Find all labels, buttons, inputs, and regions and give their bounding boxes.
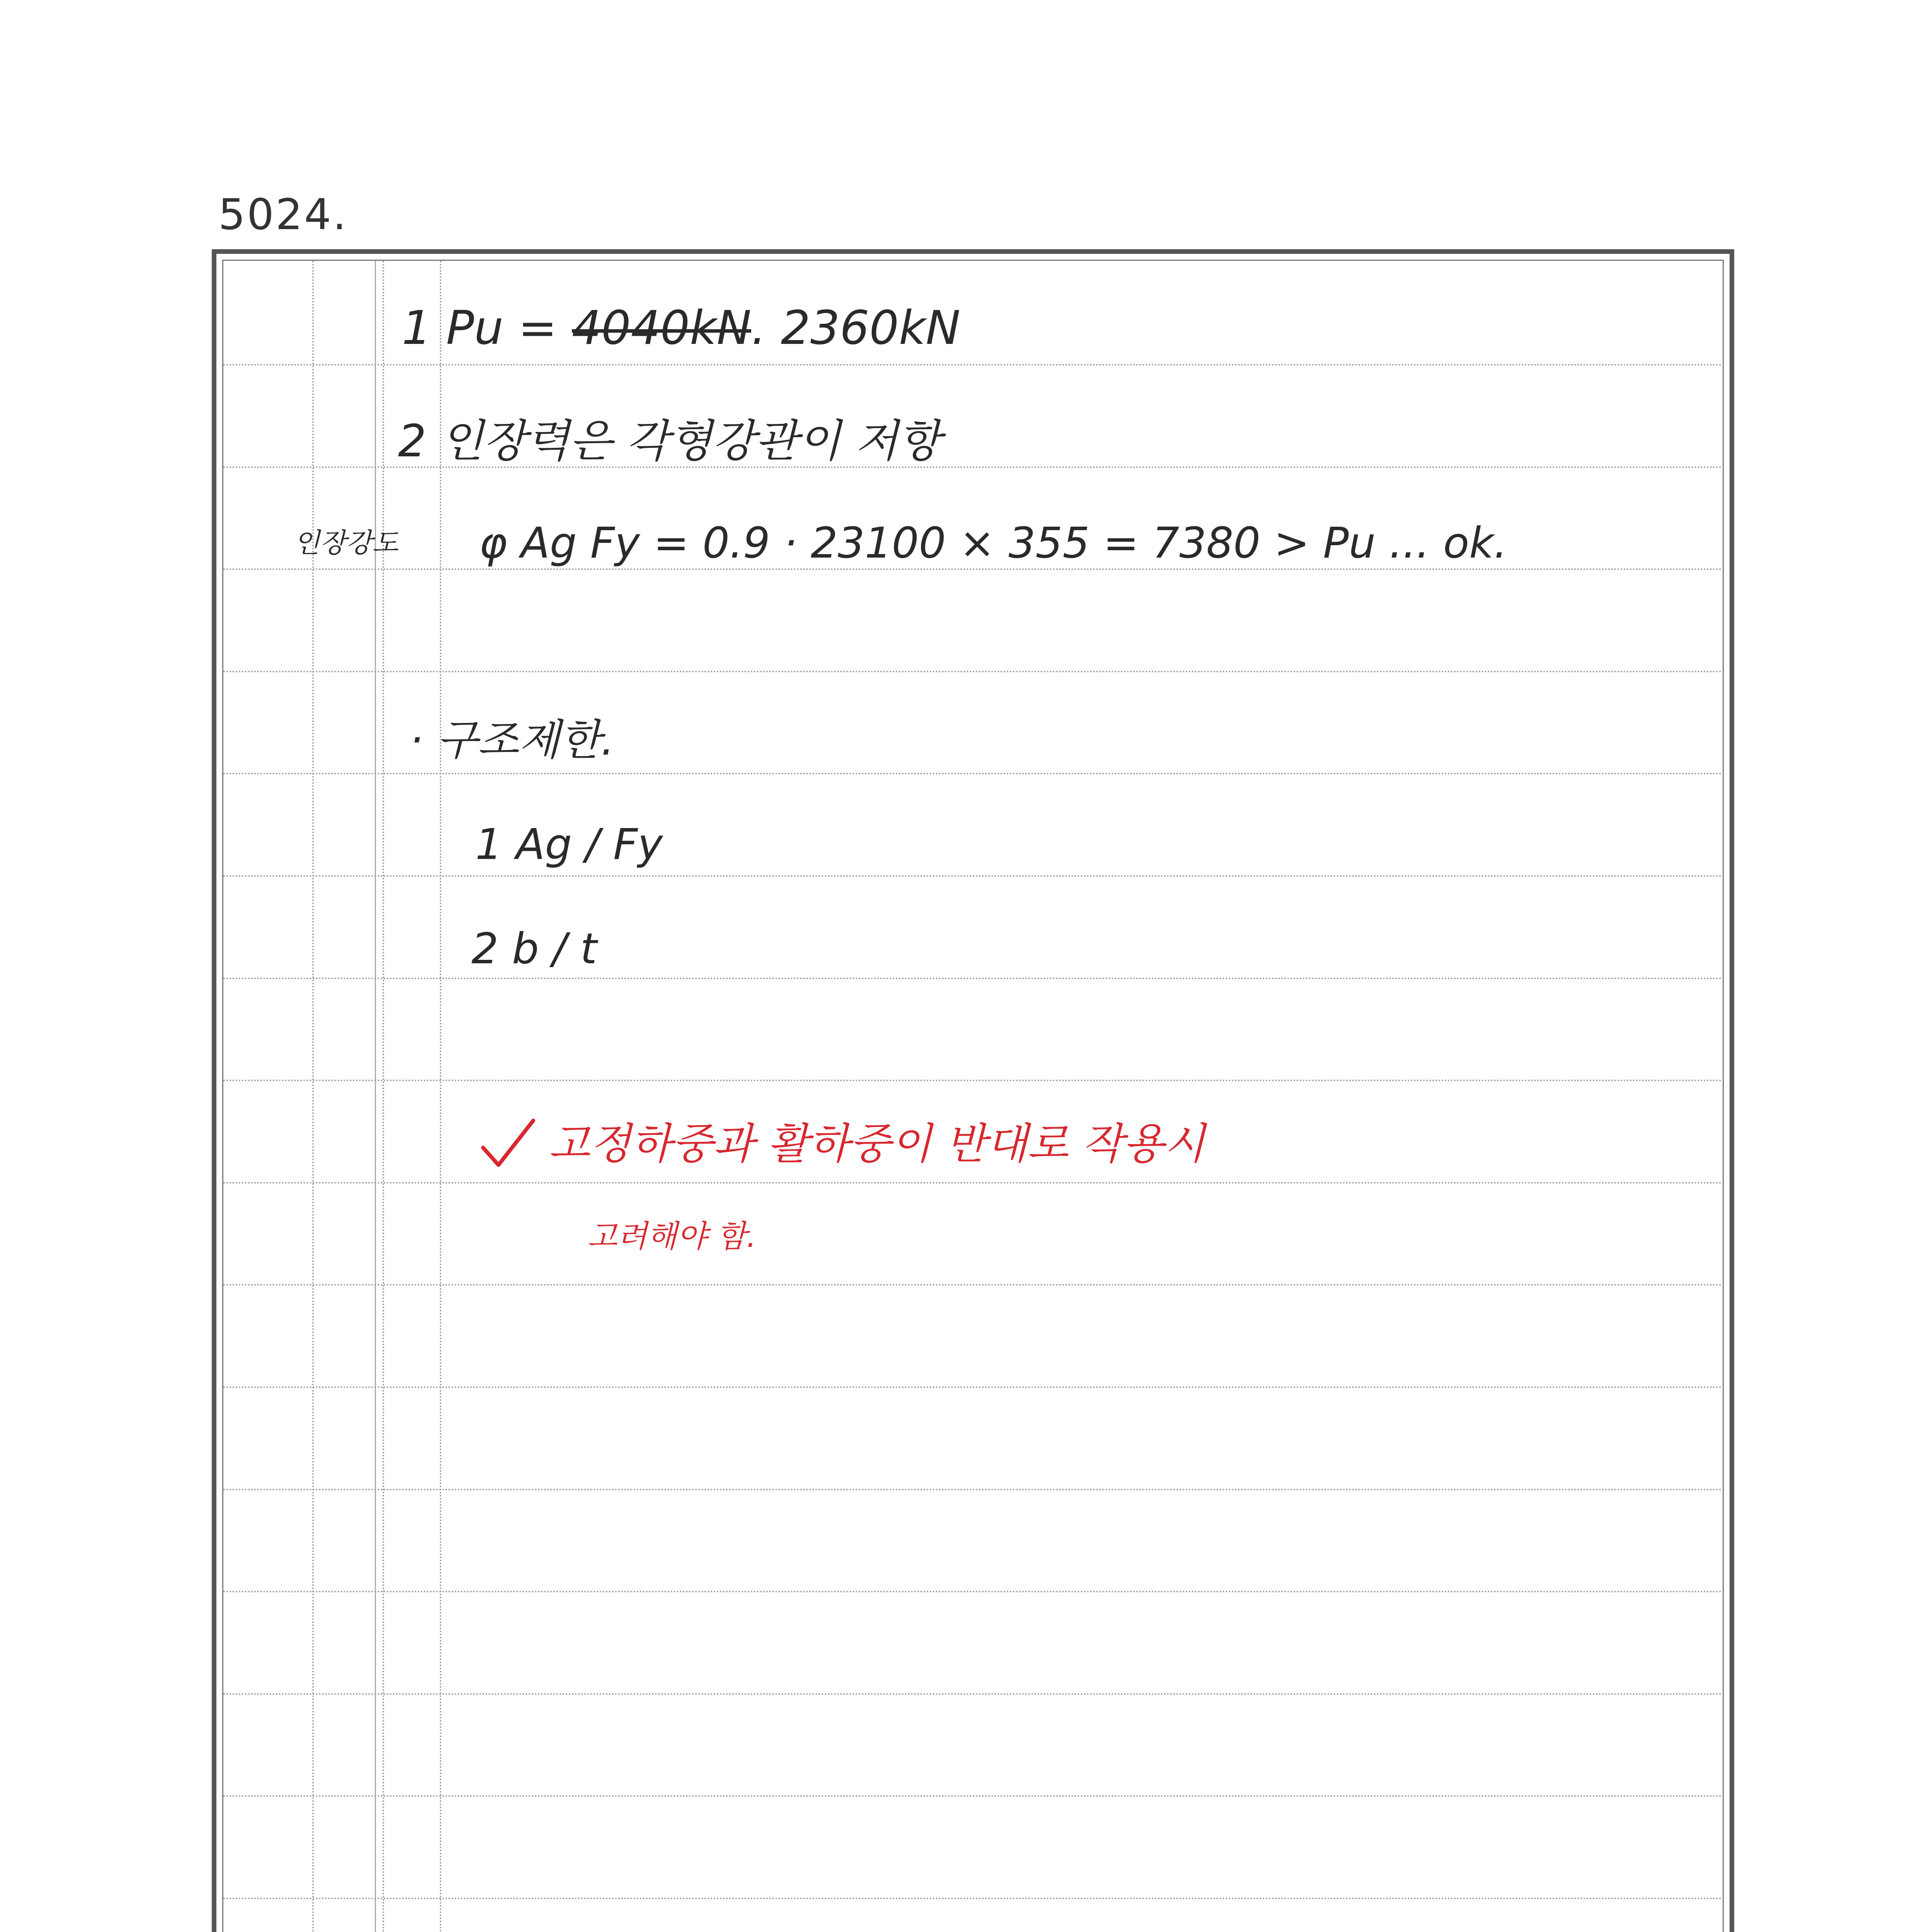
ruled-line xyxy=(223,1795,1723,1797)
struck-value: 4040kN xyxy=(572,301,752,355)
answer-line-2: 2 인장력은 각형강관이 저항 xyxy=(398,415,941,467)
ruled-line xyxy=(223,1080,1723,1081)
answer-line-1-suffix: . 2360kN xyxy=(751,301,961,355)
page-number: 5024. xyxy=(218,190,348,239)
answer-line-1 xyxy=(402,301,961,355)
answer-line-4: · 구조제한. xyxy=(410,715,614,765)
ruled-line xyxy=(223,568,1723,570)
margin-note: 인장강도 xyxy=(294,527,398,559)
answer-line-1-prefix: 1 Pu = xyxy=(402,301,572,355)
ruled-line xyxy=(223,773,1723,774)
answer-line-3: φ Ag Fy = 0.9 · 23100 × 355 = 7380 > Pu ... ok. xyxy=(479,518,1507,568)
correction-line-2: 고려해야 함. xyxy=(587,1218,757,1254)
correction-line-1: 고정하중과 활하중이 반대로 작용시 xyxy=(549,1119,1205,1168)
ruled-line xyxy=(223,1284,1723,1286)
answer-line-6: 2 b / t xyxy=(471,924,597,973)
ruled-line xyxy=(223,875,1723,877)
margin-line-4 xyxy=(440,261,441,1932)
answer-line-5: 1 Ag / Fy xyxy=(475,820,663,869)
ruled-line xyxy=(223,1693,1723,1695)
ruled-line xyxy=(223,1386,1723,1388)
margin-line-1 xyxy=(312,261,314,1932)
ruled-line xyxy=(223,671,1723,672)
margin-line-3 xyxy=(383,261,384,1932)
ruled-line xyxy=(223,1182,1723,1184)
margin-line-2 xyxy=(375,261,376,1932)
ruled-line xyxy=(223,1591,1723,1592)
ruled-line xyxy=(223,978,1723,979)
ruled-line xyxy=(223,1898,1723,1899)
ruled-line xyxy=(223,364,1723,366)
check-mark-icon xyxy=(479,1117,537,1171)
ruled-line xyxy=(223,1489,1723,1490)
answer-sheet-inner-border xyxy=(222,260,1724,1932)
